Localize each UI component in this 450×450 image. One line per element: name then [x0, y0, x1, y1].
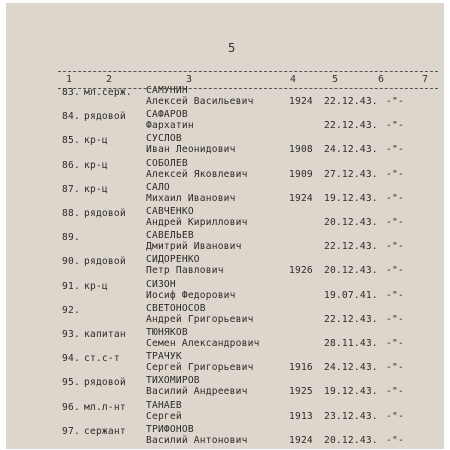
- row-given-name: Иосиф Федорович: [146, 289, 236, 301]
- row-rank: сержант: [84, 425, 126, 437]
- row-ditto-mark: -"-: [386, 168, 404, 180]
- row-ditto-mark: -"-: [386, 313, 404, 325]
- row-rank: мл.серж.: [84, 87, 132, 98]
- row-given-name: Андрей Григорьевич: [146, 313, 254, 325]
- row-given-name: Василий Антонович: [146, 434, 248, 446]
- row-birth-year: 1926: [289, 265, 313, 277]
- row-number: 91.: [62, 280, 80, 292]
- row-ditto-mark: -"-: [386, 434, 404, 446]
- table-row: [6, 182, 444, 207]
- row-rank: кр-ц: [84, 280, 108, 292]
- document-page: [6, 3, 444, 449]
- row-number: 86.: [62, 159, 80, 171]
- row-ditto-mark: -"-: [386, 338, 404, 349]
- row-date: 19.12.43.: [324, 386, 378, 398]
- row-birth-year: 1913: [289, 410, 313, 422]
- row-given-name: Андрей Кириллович: [146, 217, 248, 228]
- row-ditto-mark: -"-: [386, 289, 404, 301]
- table-row: [6, 109, 444, 134]
- row-rank: рядовой: [84, 256, 126, 268]
- row-given-name: Петр Павлович: [146, 265, 224, 277]
- row-number: 92.: [62, 304, 80, 316]
- row-surname: СУСЛОВ: [146, 133, 182, 145]
- column-header-1: 1: [66, 74, 73, 85]
- table-row: [6, 400, 444, 425]
- row-birth-year: 1924: [289, 96, 313, 107]
- row-rank: кр-ц: [84, 159, 108, 171]
- row-surname: ТРИФОНОВ: [146, 423, 194, 435]
- table-row: [6, 230, 444, 255]
- row-number: 89.: [62, 232, 80, 244]
- table-row: [6, 206, 444, 231]
- row-ditto-mark: -"-: [386, 362, 404, 374]
- row-surname: СИДОРЕНКО: [146, 254, 200, 266]
- row-ditto-mark: -"-: [386, 217, 404, 228]
- row-date: 27.12.43.: [324, 168, 378, 180]
- row-number: 96.: [62, 401, 80, 413]
- column-header-3: 3: [186, 74, 193, 85]
- column-header-5: 5: [332, 74, 339, 85]
- row-rank: рядовой: [84, 111, 126, 123]
- row-birth-year: 1924: [289, 192, 313, 204]
- table-row: [6, 279, 444, 304]
- row-given-name: Фархатин: [146, 120, 194, 132]
- row-ditto-mark: -"-: [386, 96, 404, 107]
- row-given-name: Алексей Васильевич: [146, 96, 254, 107]
- row-given-name: Василий Андреевич: [146, 386, 248, 398]
- row-given-name: Дмитрий Иванович: [146, 241, 242, 253]
- table-row: [6, 424, 444, 449]
- row-date: 20.12.43.: [324, 217, 378, 228]
- row-number: 93.: [62, 329, 80, 340]
- table-row: [6, 158, 444, 183]
- row-number: 85.: [62, 135, 80, 147]
- row-number: 83.: [62, 87, 80, 98]
- row-ditto-mark: -"-: [386, 192, 404, 204]
- row-date: 22.12.43.: [324, 120, 378, 132]
- row-date: 22.12.43.: [324, 96, 378, 107]
- row-given-name: Алексей Яковлевич: [146, 168, 248, 180]
- table-row: [6, 327, 444, 352]
- row-surname: САЛО: [146, 181, 170, 193]
- row-rank: мл.л-нт: [84, 401, 126, 413]
- row-ditto-mark: -"-: [386, 120, 404, 132]
- row-date: 22.12.43.: [324, 241, 378, 253]
- row-surname: СВЕТОНОСОВ: [146, 302, 206, 314]
- row-given-name: Сергей Григорьевич: [146, 362, 254, 374]
- table-row: [6, 375, 444, 400]
- row-date: 19.12.43.: [324, 192, 378, 204]
- row-date: 24.12.43.: [324, 362, 378, 374]
- table-row: [6, 351, 444, 376]
- row-date: 24.12.43.: [324, 144, 378, 156]
- row-birth-year: 1916: [289, 362, 313, 374]
- row-date: 20.12.43.: [324, 265, 378, 277]
- column-header-4: 4: [290, 74, 297, 85]
- row-ditto-mark: -"-: [386, 265, 404, 277]
- column-header-6: 6: [378, 74, 385, 85]
- row-number: 84.: [62, 111, 80, 123]
- row-surname: САФАРОВ: [146, 109, 188, 121]
- row-date: 23.12.43.: [324, 410, 378, 422]
- row-surname: САВЕЛЬЕВ: [146, 230, 194, 242]
- row-surname: САМУНИН: [146, 85, 188, 96]
- row-surname: САВЧЕНКО: [146, 206, 194, 217]
- page-number: 5: [228, 41, 236, 55]
- row-birth-year: 1924: [289, 434, 313, 446]
- row-ditto-mark: -"-: [386, 386, 404, 398]
- column-header-7: 7: [422, 74, 429, 85]
- row-date: 28.11.43.: [324, 338, 378, 349]
- row-number: 97.: [62, 425, 80, 437]
- row-ditto-mark: -"-: [386, 241, 404, 253]
- row-given-name: Семен Александрович: [146, 338, 260, 349]
- row-given-name: Иван Леонидович: [146, 144, 236, 156]
- row-number: 87.: [62, 183, 80, 195]
- row-number: 95.: [62, 377, 80, 389]
- row-given-name: Сергей: [146, 410, 182, 422]
- row-date: 19.07.41.: [324, 289, 378, 301]
- row-number: 94.: [62, 353, 80, 365]
- row-number: 88.: [62, 208, 80, 219]
- row-surname: ТАНАЕВ: [146, 399, 182, 411]
- row-date: 22.12.43.: [324, 313, 378, 325]
- row-birth-year: 1925: [289, 386, 313, 398]
- row-surname: ТРАЧУК: [146, 351, 182, 363]
- row-rank: рядовой: [84, 208, 126, 219]
- row-surname: ТЮНЯКОВ: [146, 327, 188, 338]
- row-birth-year: 1909: [289, 168, 313, 180]
- table-row: [6, 85, 444, 110]
- row-birth-year: 1908: [289, 144, 313, 156]
- table-row: [6, 303, 444, 328]
- row-rank: рядовой: [84, 377, 126, 389]
- row-date: 20.12.43.: [324, 434, 378, 446]
- row-rank: кр-ц: [84, 135, 108, 147]
- column-header-2: 2: [106, 74, 113, 85]
- row-number: 90.: [62, 256, 80, 268]
- row-surname: СИЗОН: [146, 278, 176, 290]
- table-row: [6, 133, 444, 158]
- row-rank: ст.с-т: [84, 353, 120, 365]
- row-surname: СОБОЛЕВ: [146, 157, 188, 169]
- row-ditto-mark: -"-: [386, 144, 404, 156]
- row-surname: ТИХОМИРОВ: [146, 375, 200, 387]
- row-rank: кр-ц: [84, 183, 108, 195]
- row-rank: капитан: [84, 329, 126, 340]
- row-given-name: Михаил Иванович: [146, 192, 236, 204]
- table-row: [6, 254, 444, 279]
- row-ditto-mark: -"-: [386, 410, 404, 422]
